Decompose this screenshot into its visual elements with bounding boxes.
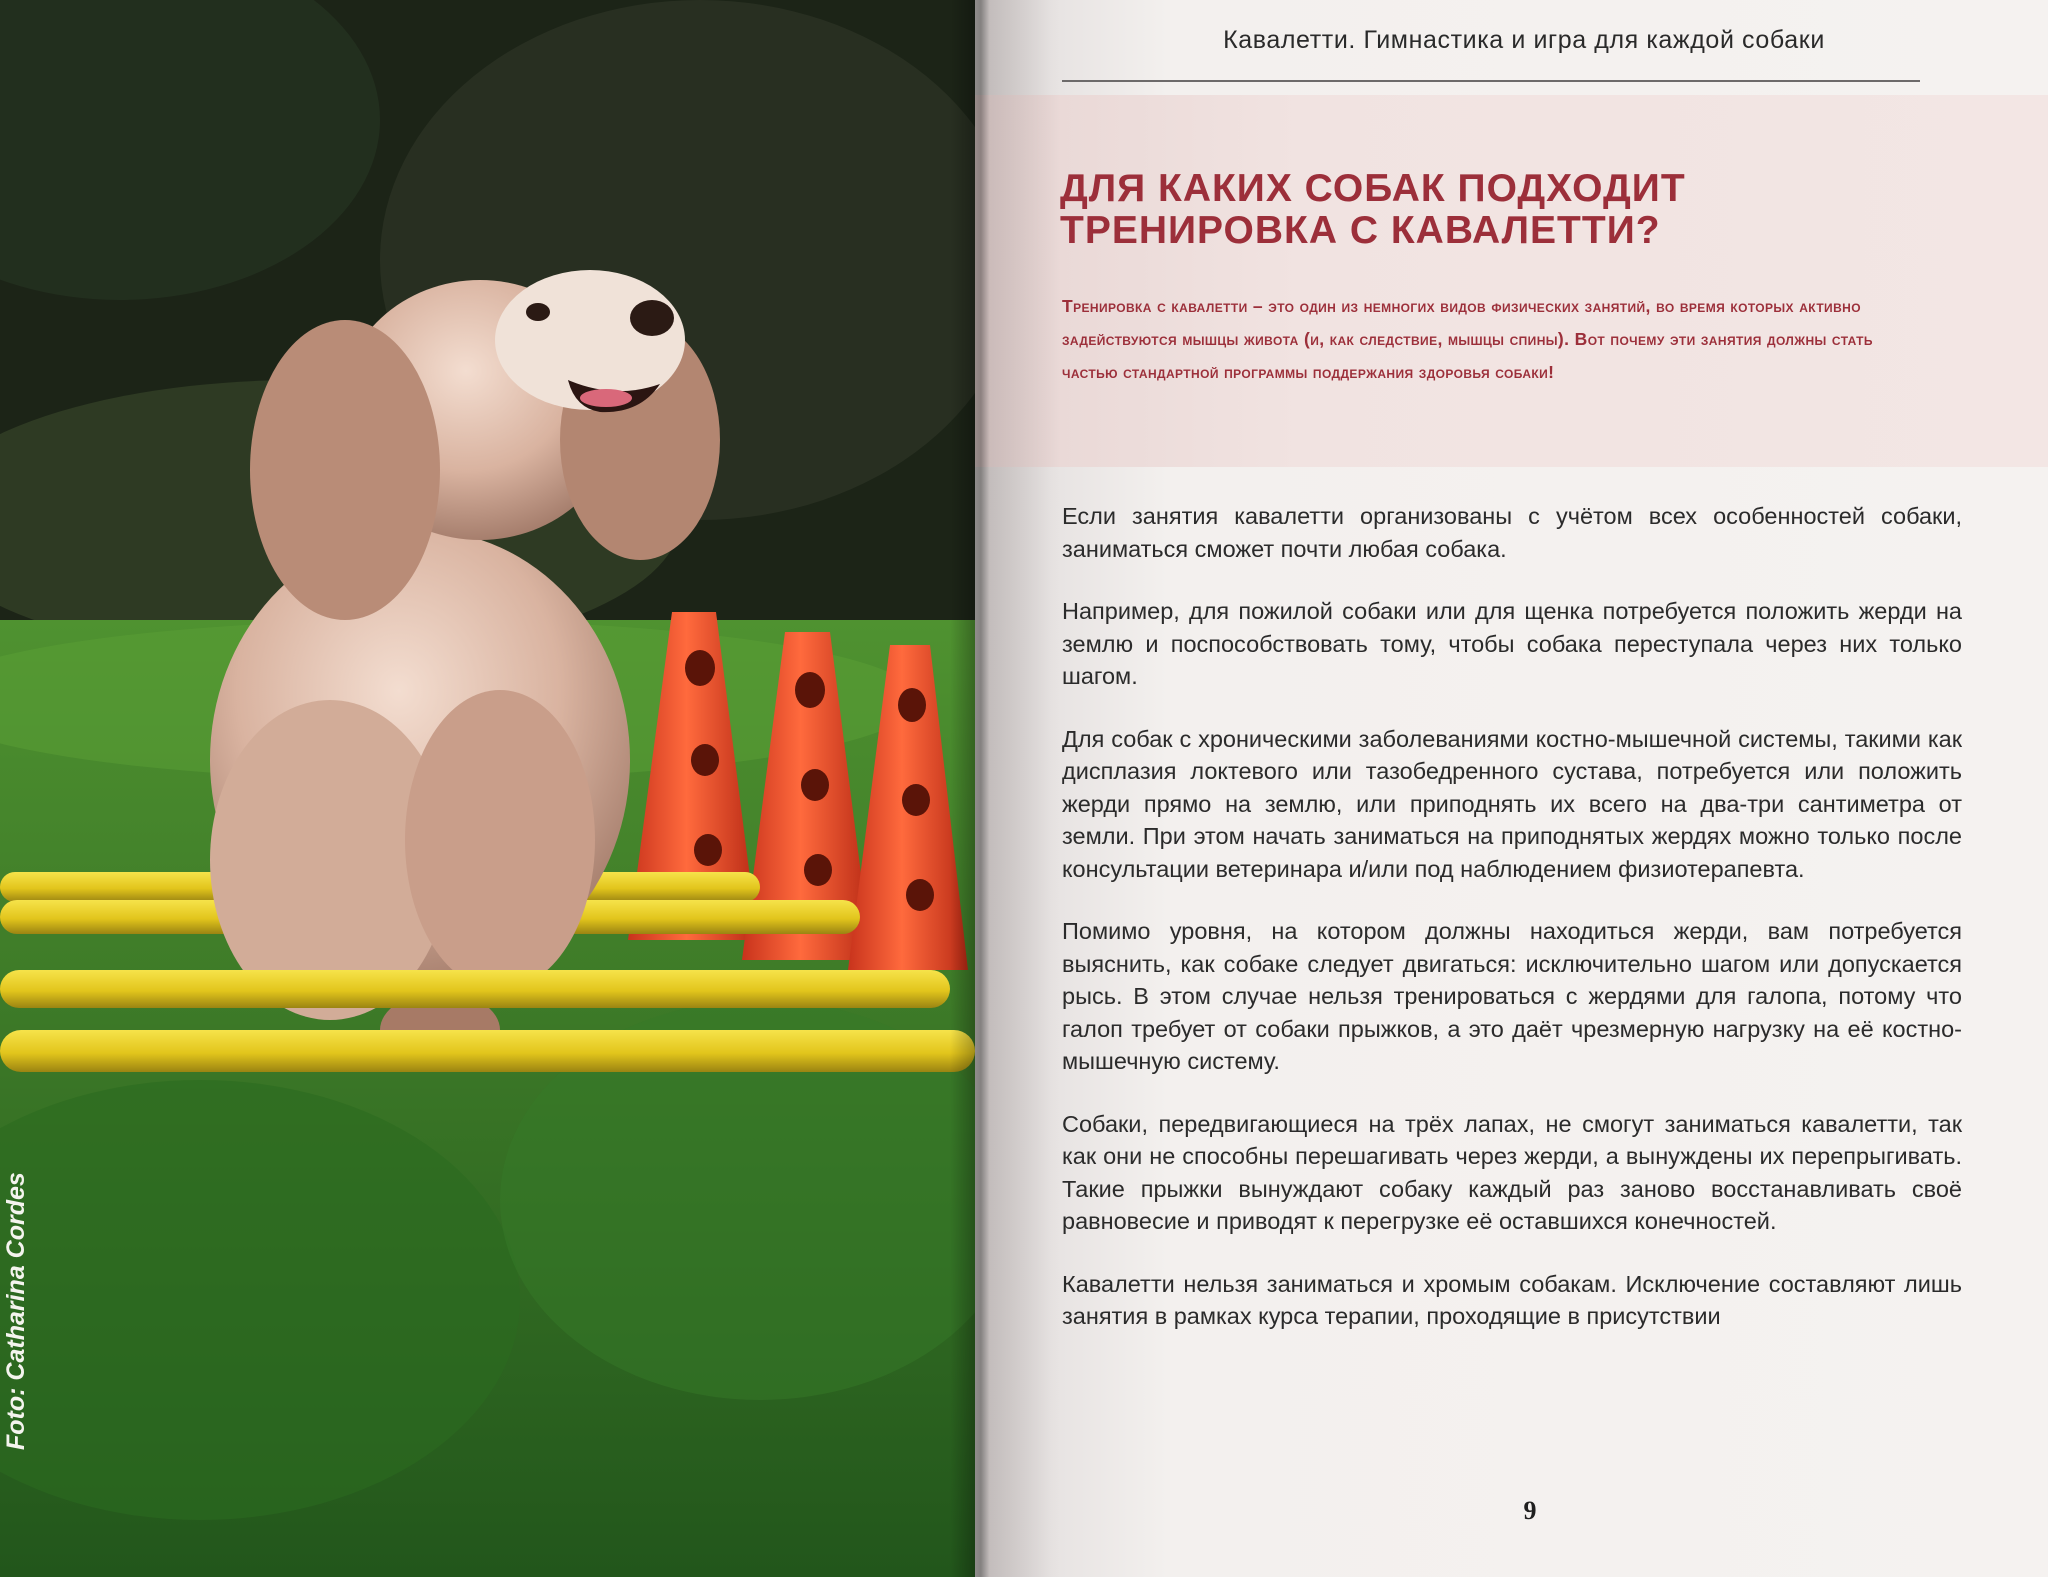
pole-3 [0,970,950,1008]
photo-credit: Foto: Catharina Cordes [2,1172,30,1450]
paragraph-2: Например, для пожилой собаки или для щенка потребуется положить жерди на землю и поспособствовать тому, чтобы собака переступала через них только шагом. [1062,598,1962,689]
dog-photo [0,0,980,1577]
paragraph-5: Собаки, передвигающиеся на трёх лапах, не смогут заниматься кавалетти, так как они не способны перешагивать через жерди, а вынуждены их перепрыгивать. Такие прыжки вынуждают собаку каждый раз заново восстанавливать своё равновесие и приводят к перегрузке её оставшихся конечностей. [1062,1110,1962,1234]
paragraph-6: Кавалетти нельзя заниматься и хромым собакам. Исключение составляют лишь занятия в рамках курса терапии, проходящие в присутствии [1062,1270,1962,1329]
intro-text: Тренировка с кавалетти – это один из немногих видов физических занятий, во время которых активно задействуются мышцы живота (и, как следствие, мышцы спины). Вот почему эти занятия должны стать частью стандартной программы поддержания здоровья собаки! [1062,296,1873,382]
intro-box [975,95,2048,467]
running-head: Кавалетти. Гимнастика и игра для каждой собаки [1223,26,1825,54]
photo-illustration [0,0,980,1577]
section-heading: ДЛЯ КАКИХ СОБАК ПОДХОДИТ ТРЕНИРОВКА С КАВАЛЕТТИ? [1060,167,1686,252]
body-text [1062,500,1962,1363]
paragraph-4: Помимо уровня, на котором должны находиться жерди, вам потребуется выяснить, как собаке следует двигаться: исключительно шагом или допускается рысь. В этом случае нельзя тренироваться с жердями для галопа, потому что галоп требует от собаки прыжков, а это даёт чрезмерную нагрузку на её костно-мышечную систему. [1062,918,1962,1074]
paragraph-1: Если занятия кавалетти организованы с учётом всех особенностей собаки, заниматься сможет почти любая собака. [1062,503,1962,562]
pole-4 [0,1030,975,1072]
page-number: 9 [1523,1496,1537,1525]
paragraph-3: Для собак с хроническими заболеваниями костно-мышечной системы, такими как дисплазия локтевого или тазобедренного сустава, потребуется или положить жерди прямо на землю, или приподнять их всего на два-три сантиметра от земли. При этом начать заниматься на приподнятых жердях можно только после консультации ветеринара и/или под наблюдением физиотерапевта. [1062,725,1962,882]
running-head-rule [1062,80,1920,82]
